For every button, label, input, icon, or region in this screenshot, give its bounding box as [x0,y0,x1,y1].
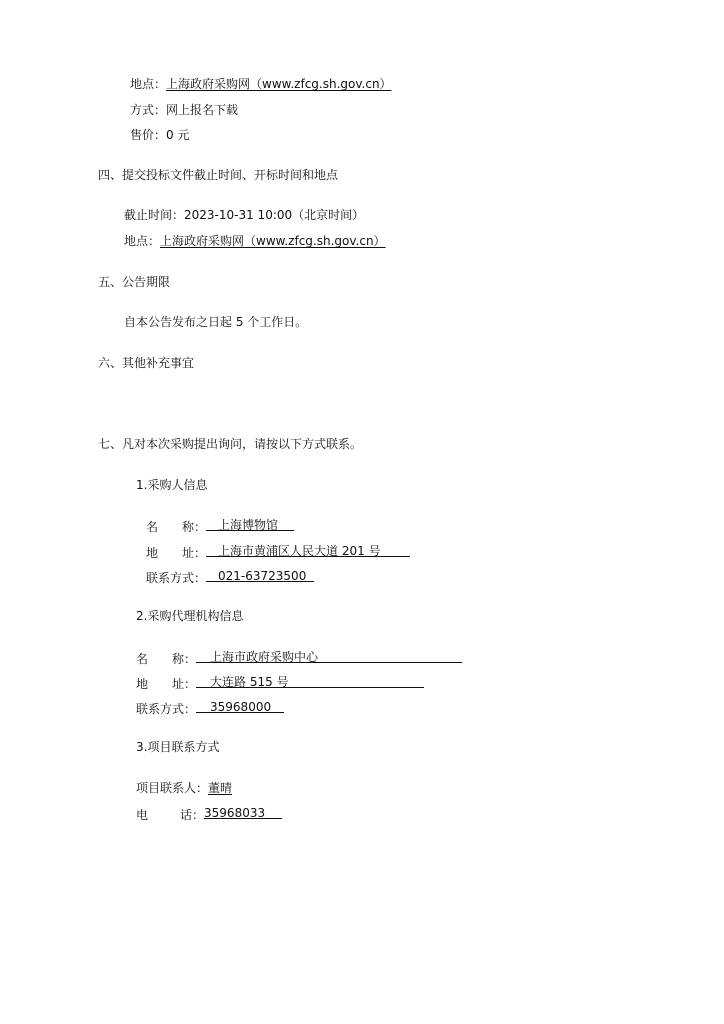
purchaser-contact-line [146,568,314,586]
project-phone-fill [204,805,282,819]
agency-address-line [136,674,424,692]
purchaser-name-value: 上海博物馆 [218,518,279,532]
agency-contact-value: 35968000 [210,700,272,714]
purchase-method-label: 方式： [130,103,167,117]
agency-name-fill [196,649,462,663]
project-contact-person-line [136,780,232,796]
agency-address-label-b: 址： [172,677,197,691]
purchaser-address-label-b: 址： [182,546,207,560]
purchase-method-value: 网上报名下载 [166,103,239,117]
section4-location-link[interactable]: 上海政府采购网（www.zfcg.sh.gov.cn） [160,234,386,248]
purchase-price-line [130,127,189,143]
project-contact-person-label: 项目联系人： [136,781,209,795]
agency-contact-label: 联系方式： [136,702,197,716]
agency-name-value: 上海市政府采购中心 [210,650,319,664]
purchase-location-link[interactable]: 上海政府采购网（www.zfcg.sh.gov.cn） [166,77,392,91]
agency-contact-line [136,699,284,717]
purchaser-address-value: 上海市黄浦区人民大道 201 号 [218,544,381,558]
section4-heading: 四、提交投标文件截止时间、开标时间和地点 [98,168,339,182]
section5-heading: 五、公告期限 [98,275,171,289]
purchaser-name-line [146,517,294,535]
section4-location-label: 地点： [124,234,161,248]
agency-address-label-a: 地 [136,677,149,691]
project-title: 3.项目联系方式 [136,740,220,754]
purchaser-name-label-b: 称： [182,520,207,534]
agency-title: 2.采购代理机构信息 [136,609,244,623]
purchaser-address-line [146,543,410,561]
purchase-location-label: 地点： [130,77,167,91]
project-phone-label-b: 话： [180,808,205,822]
project-phone-line [136,805,282,823]
purchaser-contact-value: 021-63723500 [218,569,307,583]
purchase-price-value: 0 元 [166,128,190,142]
purchase-price-label: 售价： [130,128,167,142]
section5-text: 自本公告发布之日起 5 个工作日。 [124,315,308,329]
purchaser-name-label-a: 名 [146,520,159,534]
agency-address-fill [196,674,424,688]
project-phone-value: 35968033 [204,806,266,820]
purchaser-contact-fill [206,568,314,582]
purchaser-address-label-a: 地 [146,546,159,560]
section4-location-line [124,233,386,249]
purchase-location-line [130,76,392,92]
agency-name-line [136,649,462,667]
purchaser-title: 1.采购人信息 [136,478,208,492]
purchaser-contact-label: 联系方式： [146,571,207,585]
section4-deadline: 截止时间：2023-10-31 10:00（北京时间） [124,208,365,222]
agency-address-value: 大连路 515 号 [210,675,289,689]
section6-heading: 六、其他补充事宜 [98,356,195,370]
agency-name-label-a: 名 [136,652,149,666]
purchase-method-line [130,102,238,118]
purchaser-address-fill [206,543,410,557]
project-phone-label-a: 电 [136,808,149,822]
section7-heading: 七、凡对本次采购提出询问，请按以下方式联系。 [98,437,363,451]
project-contact-person-value: 董晴 [208,781,233,795]
agency-name-label-b: 称： [172,652,197,666]
agency-contact-fill [196,699,284,713]
purchaser-name-fill [206,517,294,531]
